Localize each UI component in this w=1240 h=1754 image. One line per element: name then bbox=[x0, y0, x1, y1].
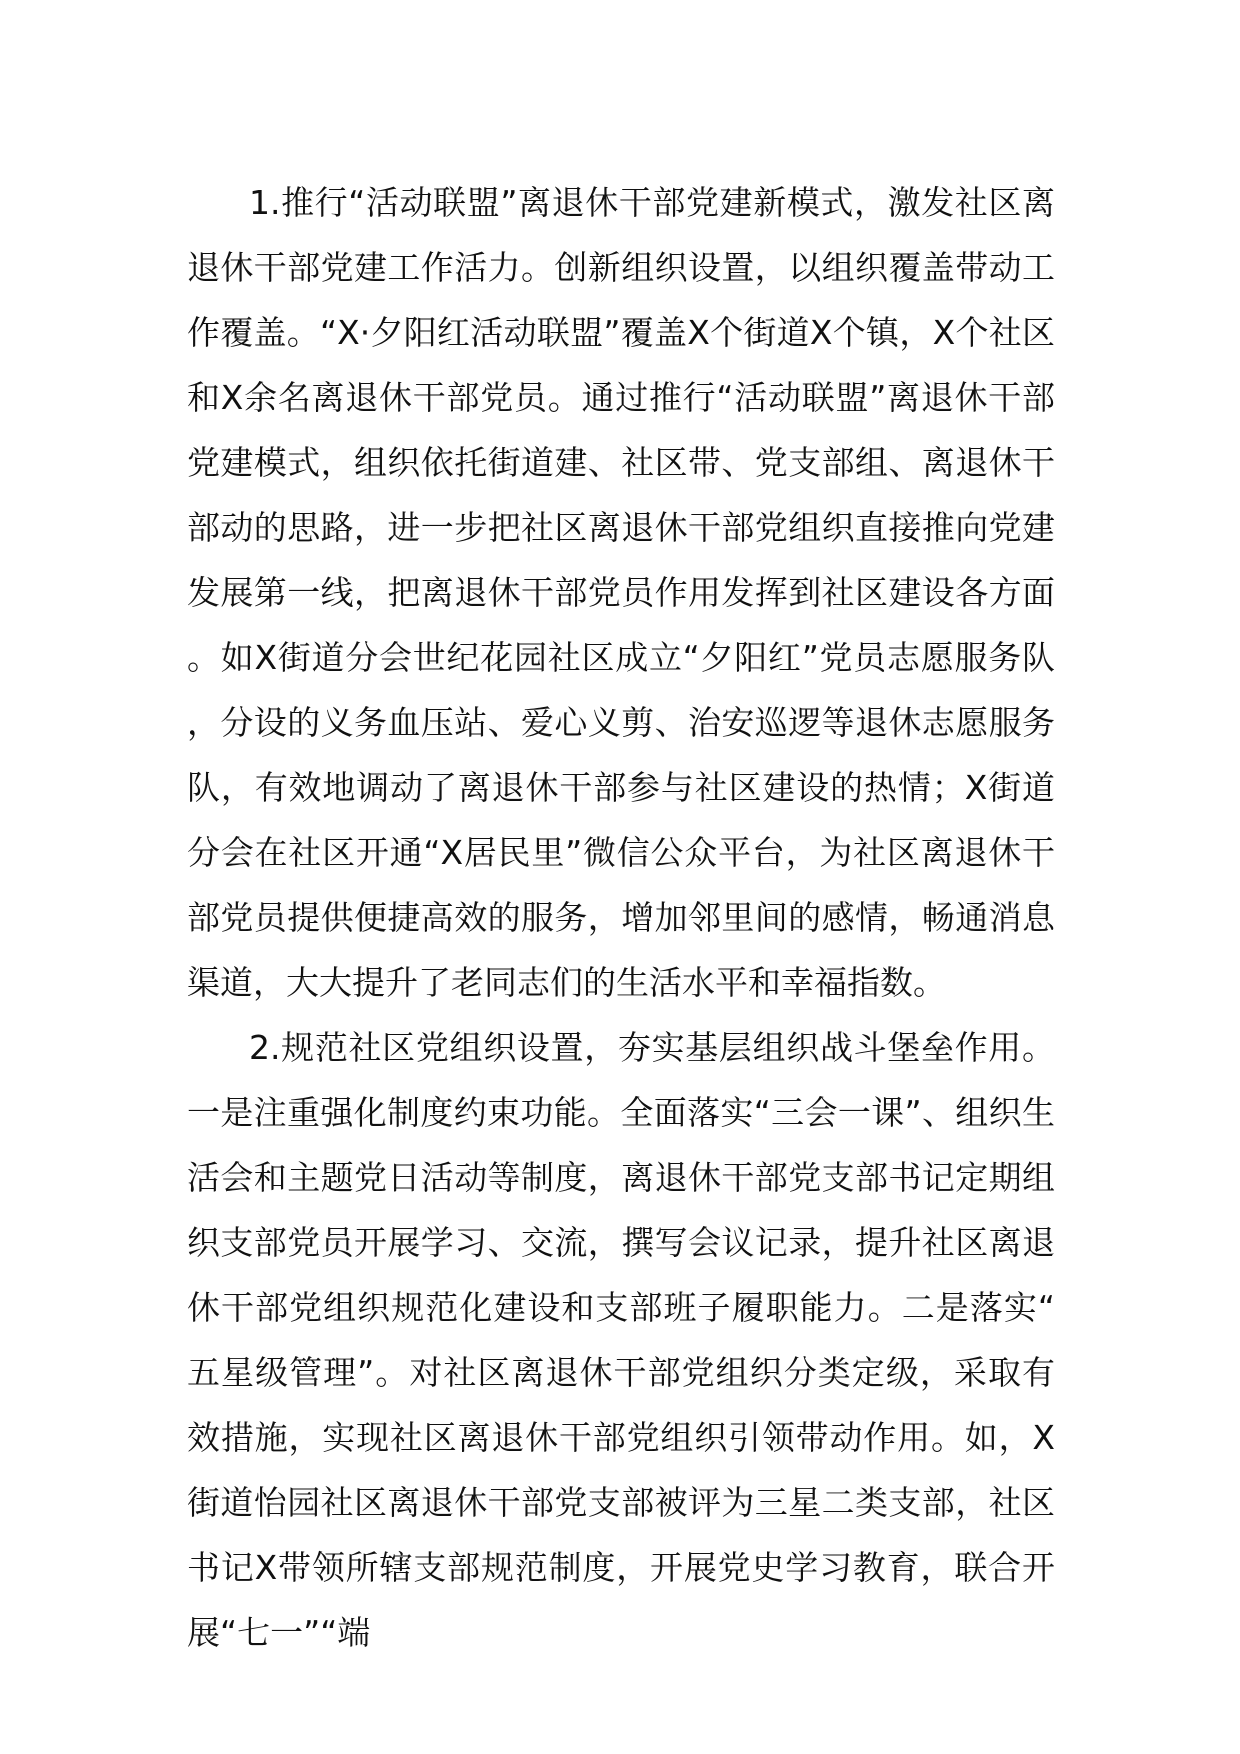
paragraph-2: 2.规范社区党组织设置，夯实基层组织战斗堡垒作用。一是注重强化制度约束功能。全面落实“三会一课”、组织生活会和主题党日活动等制度，离退休干部党支部书记定期组织支部党员开展学习、交流，撰写会议记录，提升社区离退休干部党组织规范化建设和支部班子履职能力。二是落实“五星级管理”。对社区离退休干部党组织分类定级，采取有效措施，实现社区离退休干部党组织引领带动作用。如，X街道怡园社区离退休干部党支部被评为三星二类支部，社区书记X带领所辖支部规范制度，开展党史学习教育，联合开展“七一”“端 bbox=[187, 1028, 1055, 1652]
paragraph-1: 1.推行“活动联盟”离退休干部党建新模式，激发社区离退休干部党建工作活力。创新组织设置，以组织覆盖带动工作覆盖。“X·夕阳红活动联盟”覆盖X个街道X个镇，X个社区和X余名离退休干部党员。通过推行“活动联盟”离退休干部党建模式，组织依托街道建、社区带、党支部组、离退休干部动的思路，进一步把社区离退休干部党组织直接推向党建发展第一线，把离退休干部党员作用发挥到社区建设各方面。如X街道分会世纪花园社区成立“夕阳红”党员志愿服务队，分设的义务血压站、爱心义剪、治安巡逻等退休志愿服务队，有效地调动了离退休干部参与社区建设的热情；X街道分会在社区开通“X居民里”微信公众平台，为社区离退休干部党员提供便捷高效的服务，增加邻里间的感情，畅通消息渠道，大大提升了老同志们的生活水平和幸福指数。 bbox=[187, 183, 1055, 1002]
document-body bbox=[187, 170, 1055, 1665]
